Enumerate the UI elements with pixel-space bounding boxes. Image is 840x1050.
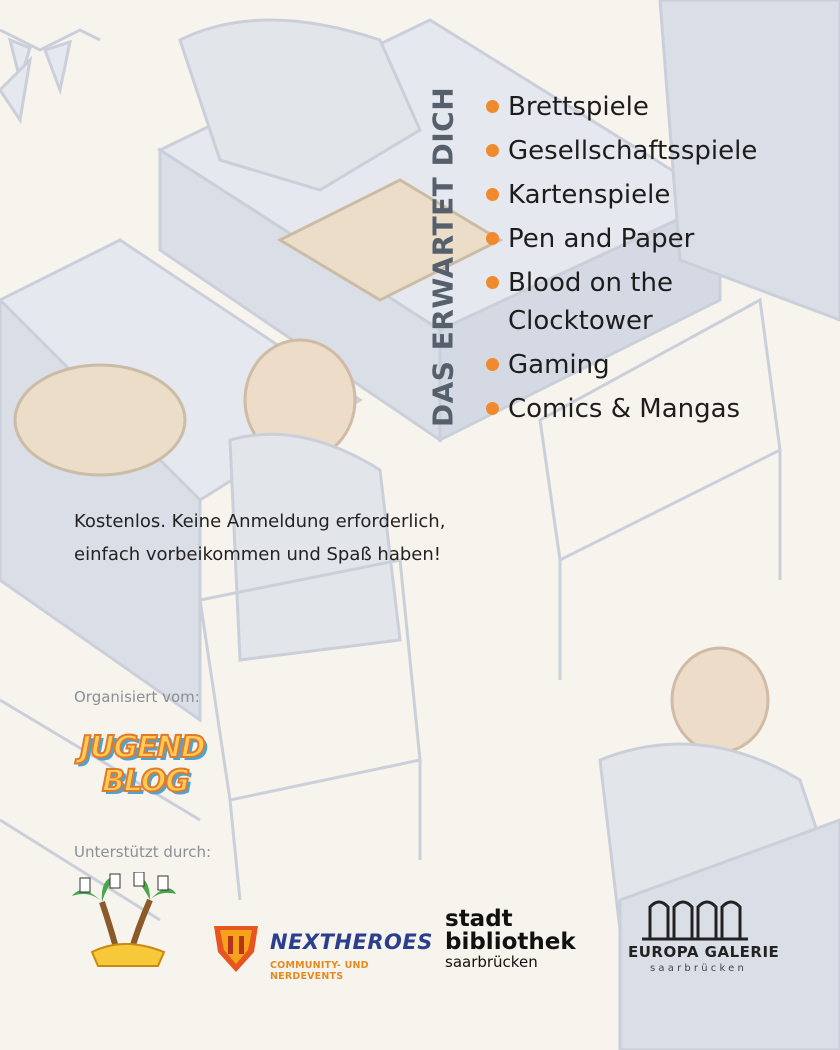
list-item-label: Gesellschaftsspiele: [508, 136, 758, 166]
list-item-label: Gaming: [508, 350, 610, 380]
section-heading-vertical: [418, 86, 468, 428]
bullet-dot-icon: [486, 144, 499, 157]
list-item-label: Blood on the Clocktower: [508, 268, 673, 336]
nextheroes-name: NEXTHEROES: [270, 930, 433, 954]
nextheroes-tagline: COMMUNITY- UND NERDEVENTS: [270, 960, 369, 982]
europagalerie-arches-icon: [642, 895, 752, 941]
list-item: [486, 176, 798, 214]
heading-text: DAS ERWARTET DICH: [426, 86, 460, 428]
europagalerie-sub: saarbrücken: [650, 963, 747, 974]
bullet-dot-icon: [486, 188, 499, 201]
jugendblog-logo-line2: BLOG: [102, 764, 190, 799]
stadtbibliothek-line1: stadt: [445, 906, 513, 932]
stadtbibliothek-line3: saarbrücken: [445, 953, 538, 971]
list-item: [486, 390, 798, 428]
bullet-dot-icon: [486, 232, 499, 245]
list-item: [486, 264, 798, 340]
stadtbibliothek-logo: [445, 908, 576, 970]
list-item-label: Comics & Mangas: [508, 394, 741, 424]
list-item-label: Pen and Paper: [508, 224, 695, 254]
organized-label: Organisiert vom:: [74, 688, 200, 706]
spieleinsel-logo: [72, 872, 176, 968]
offer-list: [486, 88, 798, 434]
list-item: [486, 132, 798, 170]
jugendblog-logo-line1: JUGEND: [80, 730, 205, 765]
list-item: [486, 88, 798, 126]
stadtbibliothek-line2: bibliothek: [445, 929, 576, 955]
info-line-1: Kostenlos. Keine Anmeldung erforderlich,: [74, 511, 446, 532]
bullet-dot-icon: [486, 276, 499, 289]
info-text: [74, 505, 445, 571]
jugendblog-logo: [76, 726, 216, 802]
bullet-dot-icon: [486, 402, 499, 415]
list-item-label: Kartenspiele: [508, 180, 671, 210]
europagalerie-logo: [620, 893, 780, 983]
list-item: [486, 220, 798, 258]
supported-label: Unterstützt durch:: [74, 843, 212, 861]
bullet-dot-icon: [486, 358, 499, 371]
bullet-dot-icon: [486, 100, 499, 113]
europagalerie-name: EUROPA GALERIE: [628, 943, 780, 961]
list-item-label: Brettspiele: [508, 92, 649, 122]
nextheroes-shield-icon: [210, 922, 262, 974]
info-line-2: einfach vorbeikommen und Spaß haben!: [74, 544, 441, 565]
nextheroes-logo: [210, 920, 433, 982]
list-item: [486, 346, 798, 384]
